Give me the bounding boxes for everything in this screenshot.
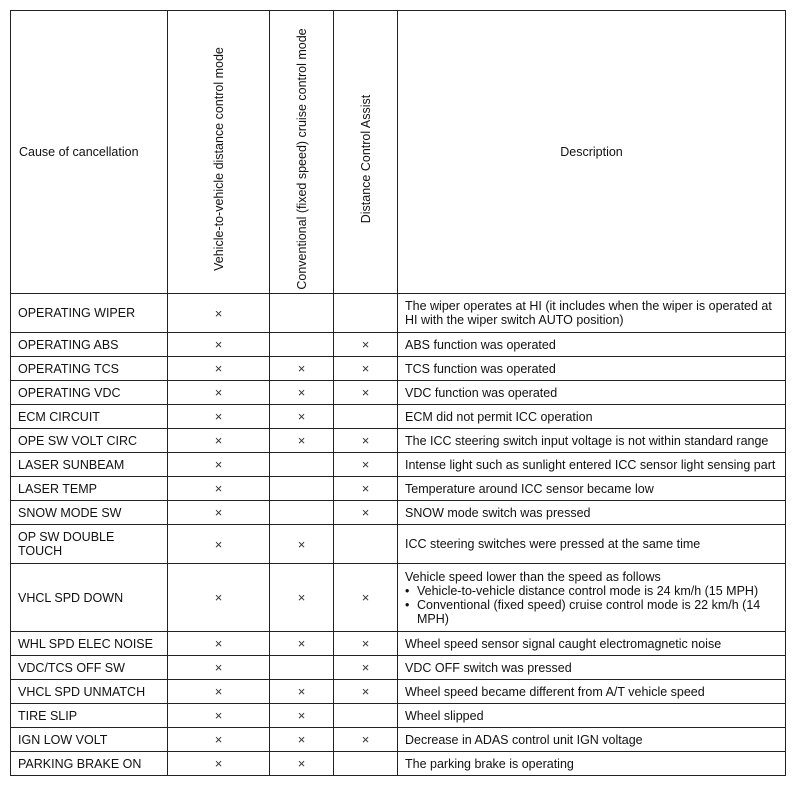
mark-cell: × <box>270 728 334 752</box>
empty-cell <box>270 453 334 477</box>
list-item <box>405 598 778 626</box>
distance-control-assist-label: Distance Control Assist <box>358 94 373 224</box>
mark-cell: × <box>270 381 334 405</box>
mark-cell: × <box>168 381 270 405</box>
description-cell: ICC steering switches were pressed at the same time <box>398 525 786 564</box>
cause-cell: LASER TEMP <box>11 477 168 501</box>
table-row <box>11 405 786 429</box>
table-row <box>11 429 786 453</box>
description-cell: SNOW mode switch was pressed <box>398 501 786 525</box>
description-cell: The ICC steering switch input voltage is not within standard range <box>398 429 786 453</box>
mark-cell: × <box>168 752 270 776</box>
mark-cell: × <box>270 752 334 776</box>
description-cell: ECM did not permit ICC operation <box>398 405 786 429</box>
table-row <box>11 728 786 752</box>
mark-cell: × <box>334 632 398 656</box>
description-cell: The wiper operates at HI (it includes when the wiper is operated at HI with the wiper switch AUTO position) <box>398 294 786 333</box>
description-cell: VDC function was operated <box>398 381 786 405</box>
cause-cell: OPE SW VOLT CIRC <box>11 429 168 453</box>
description-header: Description <box>398 11 786 294</box>
cause-cell: WHL SPD ELEC NOISE <box>11 632 168 656</box>
mark-cell: × <box>168 357 270 381</box>
description-cell: Intense light such as sunlight entered ICC sensor light sensing part <box>398 453 786 477</box>
table-row <box>11 704 786 728</box>
mark-cell: × <box>270 429 334 453</box>
empty-cell <box>270 333 334 357</box>
description-cell: VDC OFF switch was pressed <box>398 656 786 680</box>
cause-header: Cause of cancellation <box>11 11 168 294</box>
mark-cell: × <box>168 477 270 501</box>
header-row <box>11 11 786 294</box>
list-item <box>405 584 778 598</box>
mark-cell: × <box>168 333 270 357</box>
description-bullet-list <box>405 584 778 626</box>
table-row <box>11 381 786 405</box>
table-row <box>11 477 786 501</box>
distance-control-assist-header <box>334 11 398 294</box>
mark-cell: × <box>168 680 270 704</box>
description-cell: Wheel speed sensor signal caught electromagnetic noise <box>398 632 786 656</box>
mark-cell: × <box>168 656 270 680</box>
empty-cell <box>270 294 334 333</box>
cause-cell: OPERATING WIPER <box>11 294 168 333</box>
description-cell: TCS function was operated <box>398 357 786 381</box>
mark-cell: × <box>270 704 334 728</box>
bullet-text: Conventional (fixed speed) cruise control mode is 22 km/h (14 MPH) <box>417 597 761 626</box>
empty-cell <box>334 525 398 564</box>
cause-cell: TIRE SLIP <box>11 704 168 728</box>
description-cell: ABS function was operated <box>398 333 786 357</box>
mark-cell: × <box>334 564 398 632</box>
empty-cell <box>334 752 398 776</box>
mark-cell: × <box>334 333 398 357</box>
vehicle-distance-mode-header <box>168 11 270 294</box>
mark-cell: × <box>334 728 398 752</box>
table-row <box>11 357 786 381</box>
vehicle-distance-mode-label: Vehicle-to-vehicle distance control mode <box>211 47 226 271</box>
mark-cell: × <box>334 429 398 453</box>
cause-cell: PARKING BRAKE ON <box>11 752 168 776</box>
empty-cell <box>334 405 398 429</box>
mark-cell: × <box>168 405 270 429</box>
mark-cell: × <box>168 525 270 564</box>
mark-cell: × <box>270 357 334 381</box>
mark-cell: × <box>270 680 334 704</box>
table-row <box>11 333 786 357</box>
mark-cell: × <box>270 405 334 429</box>
cause-cell: OP SW DOUBLE TOUCH <box>11 525 168 564</box>
bullet-icon: • <box>405 597 410 612</box>
cause-cell: ECM CIRCUIT <box>11 405 168 429</box>
empty-cell <box>334 704 398 728</box>
cause-cell: VDC/TCS OFF SW <box>11 656 168 680</box>
cause-cell: LASER SUNBEAM <box>11 453 168 477</box>
mark-cell: × <box>334 501 398 525</box>
cause-cell: OPERATING VDC <box>11 381 168 405</box>
mark-cell: × <box>334 381 398 405</box>
mark-cell: × <box>270 525 334 564</box>
conventional-mode-label: Conventional (fixed speed) cruise control mode <box>294 28 309 290</box>
mark-cell: × <box>168 632 270 656</box>
empty-cell <box>270 501 334 525</box>
cause-cell: OPERATING ABS <box>11 333 168 357</box>
table-row <box>11 294 786 333</box>
mark-cell: × <box>168 453 270 477</box>
description-cell: Temperature around ICC sensor became low <box>398 477 786 501</box>
mark-cell: × <box>270 632 334 656</box>
table-row <box>11 453 786 477</box>
description-cell: Decrease in ADAS control unit IGN voltage <box>398 728 786 752</box>
empty-cell <box>270 656 334 680</box>
cause-cell: VHCL SPD DOWN <box>11 564 168 632</box>
mark-cell: × <box>168 704 270 728</box>
mark-cell: × <box>334 357 398 381</box>
table-row <box>11 632 786 656</box>
table-row <box>11 680 786 704</box>
table-row <box>11 752 786 776</box>
mark-cell: × <box>168 728 270 752</box>
mark-cell: × <box>334 680 398 704</box>
table-row <box>11 525 786 564</box>
cause-cell: VHCL SPD UNMATCH <box>11 680 168 704</box>
cause-cell: OPERATING TCS <box>11 357 168 381</box>
table-row <box>11 564 786 632</box>
table-row <box>11 501 786 525</box>
cause-cell: SNOW MODE SW <box>11 501 168 525</box>
empty-cell <box>270 477 334 501</box>
mark-cell: × <box>334 477 398 501</box>
mark-cell: × <box>270 564 334 632</box>
description-cell <box>398 564 786 632</box>
mark-cell: × <box>168 564 270 632</box>
table-row <box>11 656 786 680</box>
empty-cell <box>334 294 398 333</box>
bullet-icon: • <box>405 583 410 598</box>
mark-cell: × <box>168 501 270 525</box>
mark-cell: × <box>334 453 398 477</box>
description-cell: Wheel speed became different from A/T vehicle speed <box>398 680 786 704</box>
description-cell: The parking brake is operating <box>398 752 786 776</box>
description-text: Vehicle speed lower than the speed as follows <box>405 569 661 584</box>
cancellation-table <box>10 10 786 776</box>
conventional-mode-header <box>270 11 334 294</box>
description-cell: Wheel slipped <box>398 704 786 728</box>
mark-cell: × <box>168 429 270 453</box>
mark-cell: × <box>334 656 398 680</box>
bullet-text: Vehicle-to-vehicle distance control mode is 24 km/h (15 MPH) <box>417 583 759 598</box>
mark-cell: × <box>168 294 270 333</box>
cause-cell: IGN LOW VOLT <box>11 728 168 752</box>
